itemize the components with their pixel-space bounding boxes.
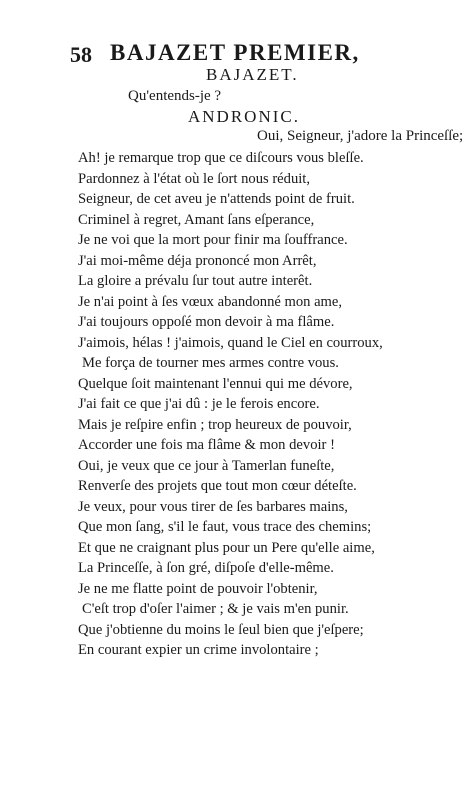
dialogue-line: Qu'entends-je ? [128, 88, 222, 104]
speaker-name: BAJAZET. [206, 65, 299, 84]
verse-line: J'ai moi-même déja prononcé mon Arrêt, [78, 252, 317, 269]
verse-line: Pardonnez à l'état où le ſort nous réduit, [78, 170, 311, 187]
dialogue-line: Oui, Seigneur, j'adore la Princeſſe; [257, 128, 464, 144]
verse-line: En courant expier un crime involontaire ; [78, 642, 319, 658]
verse-line: Que j'obtienne du moins le ſeul bien que j'eſpere; [78, 621, 364, 638]
speaker-name: ANDRONIC. [188, 107, 300, 126]
verse-line: Oui, je veux que ce jour à Tamerlan funeſte, [78, 457, 335, 474]
verse-line: Me força de tourner mes armes contre vous. [82, 355, 339, 371]
verse-line: J'ai toujours oppoſé mon devoir à ma flâme. [78, 314, 335, 330]
verse-line: Criminel à regret, Amant ſans eſperance, [78, 211, 315, 228]
verse-line: Je veux, pour vous tirer de ſes barbares mains, [78, 498, 348, 515]
verse-line: Quelque ſoit maintenant l'ennui qui me dévore, [78, 375, 353, 392]
verse-line: Je ne me flatte point de pouvoir l'obtenir, [78, 580, 318, 597]
verse-line: La Princeſſe, à ſon gré, diſpoſe d'elle-même. [78, 560, 334, 576]
verse-line: Seigneur, de cet aveu je n'attends point de fruit. [78, 191, 355, 207]
verse-line: J'ai fait ce que j'ai dû : je le ferois encore. [78, 396, 320, 412]
verse-line: Ah! je remarque trop que ce diſcours vous bleſſe. [78, 150, 364, 166]
verse-line: Je ne voi que la mort pour finir ma ſouffrance. [78, 232, 348, 248]
page-number: 58 [70, 42, 92, 67]
verse-line: Accorder une fois ma flâme & mon devoir ! [78, 437, 335, 453]
verse-list [78, 148, 383, 661]
verse-line: Que mon ſang, s'il le faut, vous trace des chemins; [78, 519, 372, 535]
running-head: BAJAZET PREMIER, [110, 40, 360, 65]
verse-line: La gloire a prévalu ſur tout autre interêt. [78, 273, 313, 289]
verse-line: Mais je reſpire enfin ; trop heureux de pouvoir, [78, 416, 352, 433]
verse-line: J'aimois, hélas ! j'aimois, quand le Ciel en courroux, [78, 334, 383, 351]
verse-line: Je n'ai point à ſes vœux abandonné mon ame, [78, 293, 343, 310]
verse-line: Et que ne craignant plus pour un Pere qu'elle aime, [78, 539, 375, 556]
verse-line: Renverſe des projets que tout mon cœur déteſte. [78, 478, 357, 494]
verse-line: C'eſt trop d'oſer l'aimer ; & je vais m'en punir. [82, 601, 349, 617]
